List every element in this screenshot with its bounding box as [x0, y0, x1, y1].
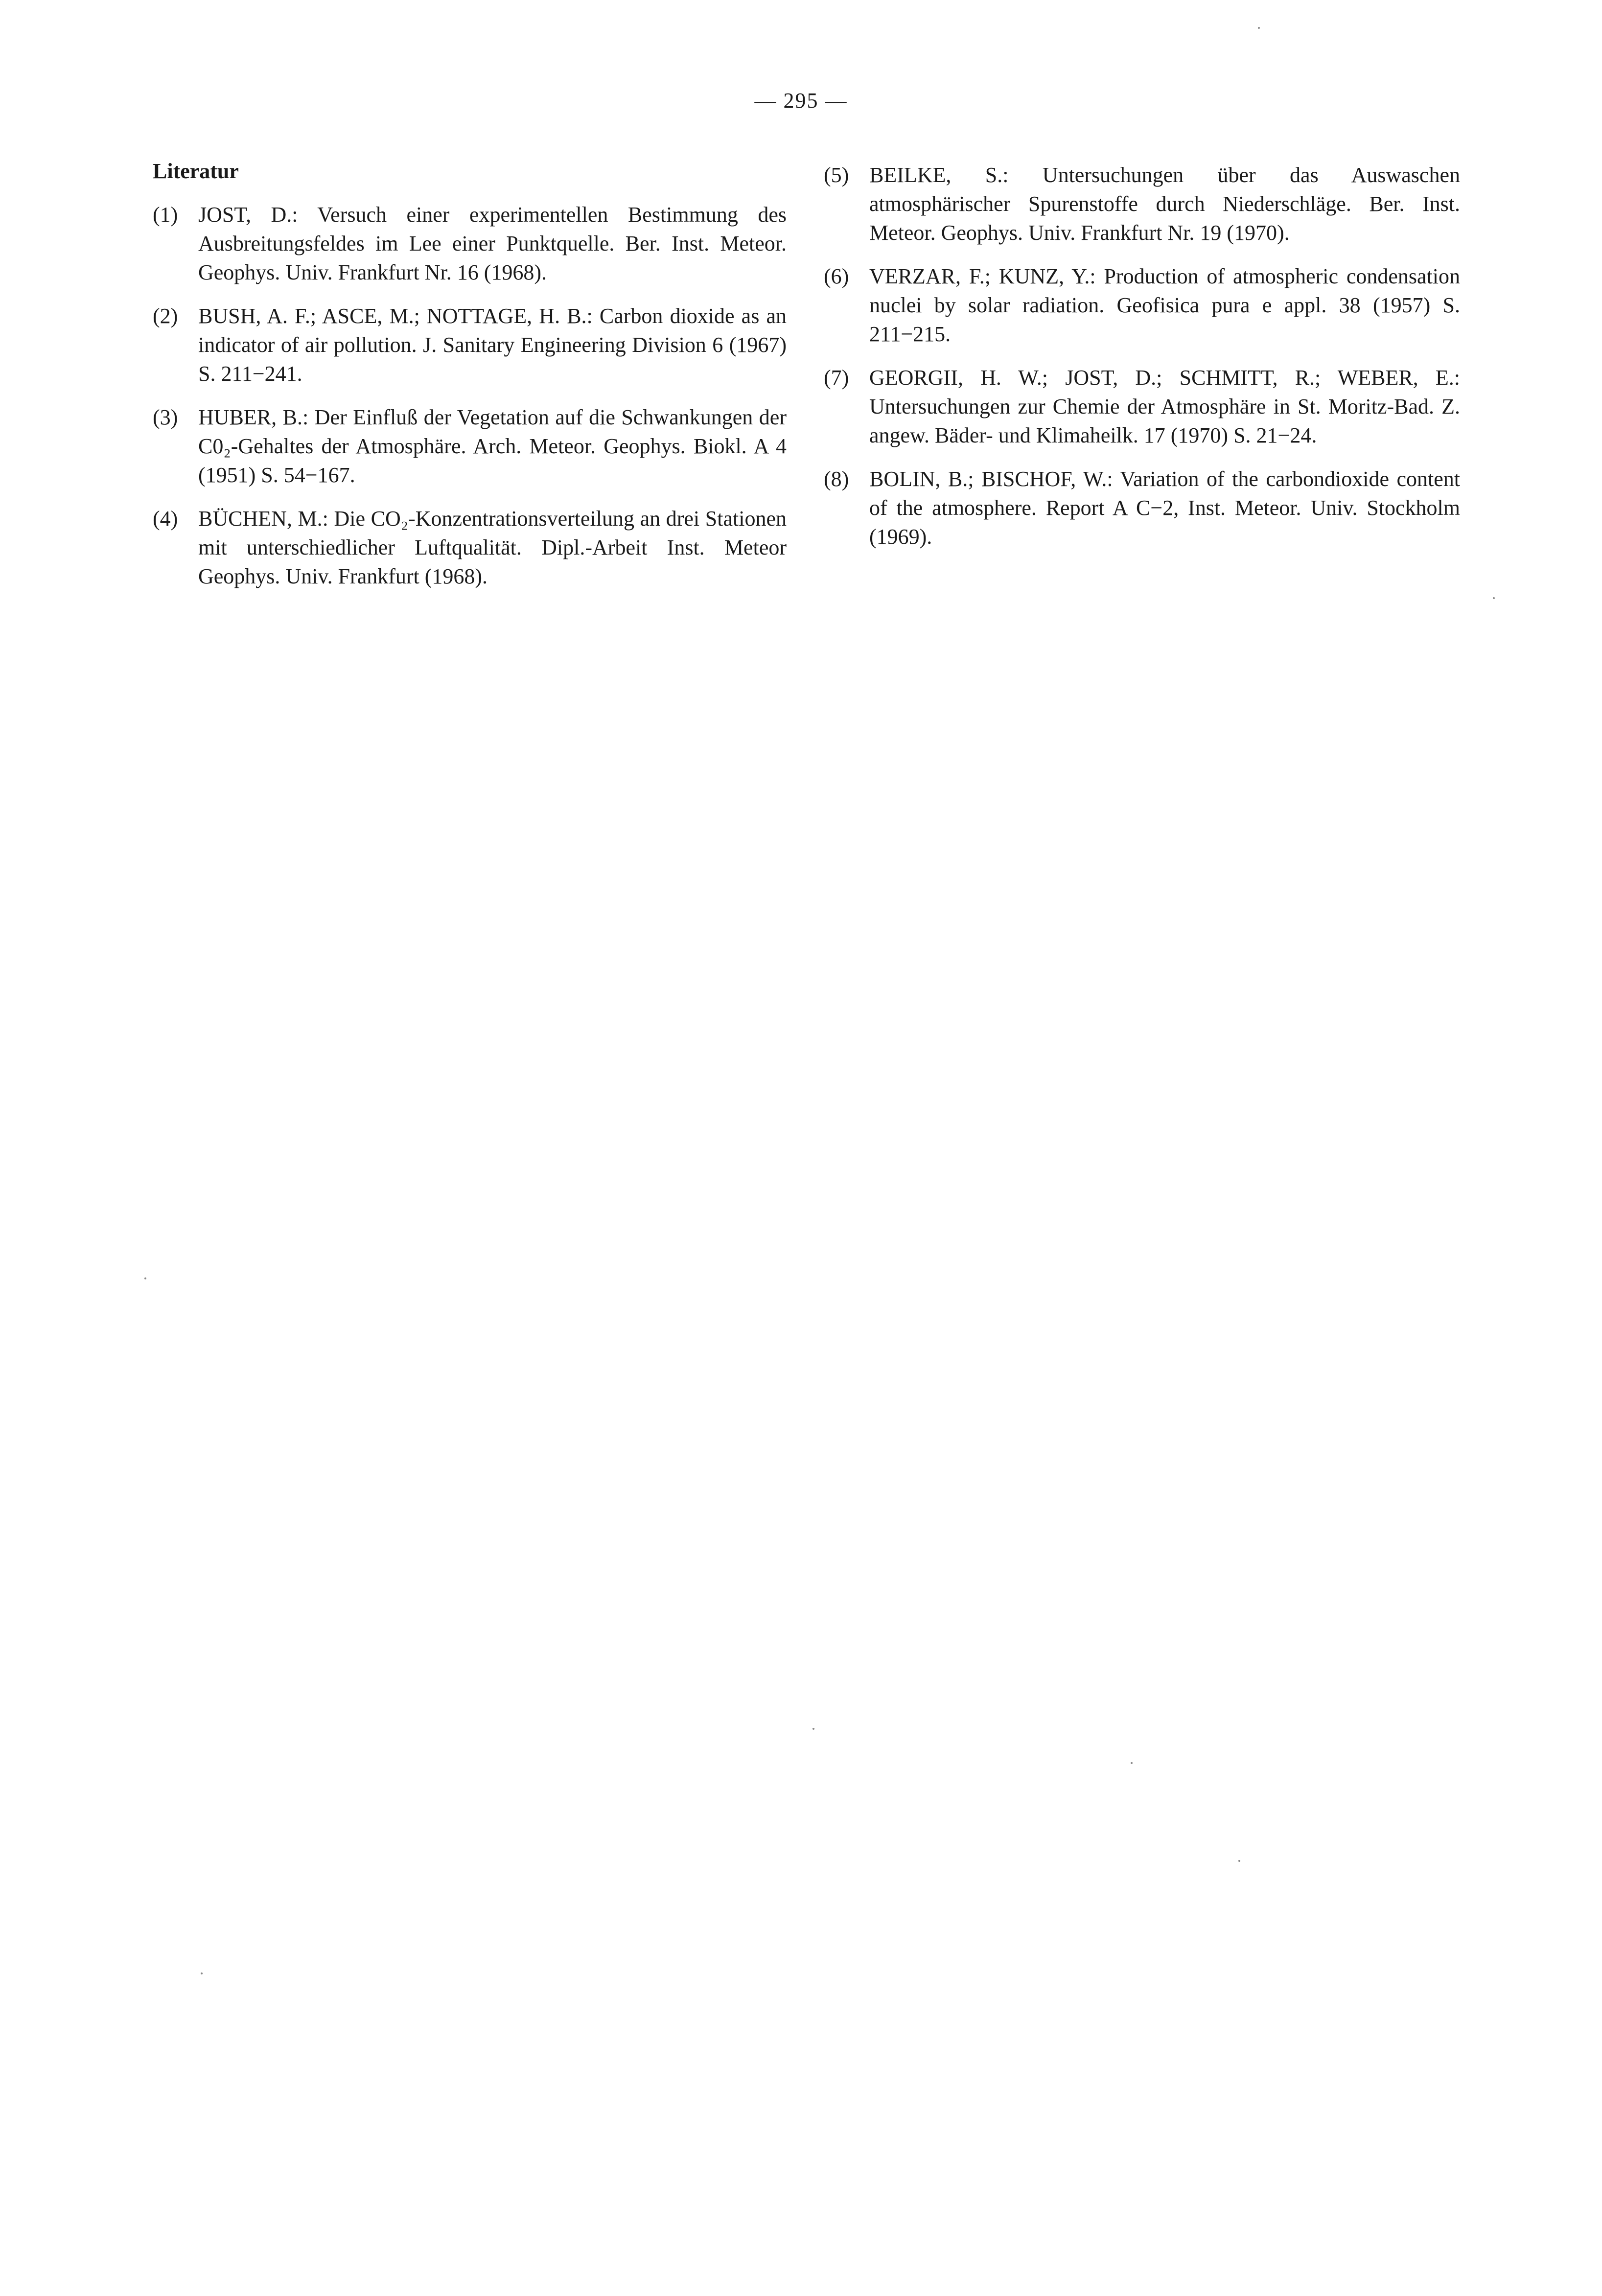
scan-speck — [1258, 27, 1260, 29]
reference-number: (5) — [824, 163, 849, 187]
reference-item — [153, 200, 787, 287]
scan-speck — [201, 1972, 203, 1974]
reference-item — [153, 403, 787, 489]
reference-text: BEILKE, S.: Untersuchungen über das Auswaschen atmosphärischer Spurenstoffe durch Niederschläge. Ber. Inst. Meteor. Geophys. Univ. Frankfurt Nr. 19 (1970). — [869, 163, 1460, 245]
reference-item — [153, 504, 787, 591]
scan-speck — [1493, 597, 1495, 599]
page-number: — 295 — — [754, 89, 848, 113]
reference-text: BOLIN, B.; BISCHOF, W.: Variation of the carbondioxide content of the atmosphere. Report A C−2, Inst. Meteor. Univ. Stockholm (1969). — [869, 467, 1460, 549]
reference-text: VERZAR, F.; KUNZ, Y.: Production of atmospheric condensation nuclei by solar radiation. Geofisica pura e appl. 38 (1957) S. 211−215. — [869, 264, 1460, 346]
reference-number: (8) — [824, 467, 849, 491]
scan-speck — [1238, 1860, 1240, 1862]
reference-item — [824, 464, 1460, 551]
reference-item — [824, 161, 1460, 247]
reference-number: (2) — [153, 304, 178, 328]
reference-number: (6) — [824, 264, 849, 288]
reference-text: HUBER, B.: Der Einfluß der Vegetation auf die Schwankungen der C0₂-Gehaltes der Atmosphäre. Arch. Meteor. Geophys. Biokl. A 4 (1951) S. 54−167. — [198, 405, 787, 487]
reference-item — [824, 262, 1460, 348]
reference-text: BÜCHEN, M.: Die CO₂-Konzentrationsverteilung an drei Stationen mit unterschiedlicher Luftqualität. Dipl.-Arbeit Inst. Meteor Geophys. Univ. Frankfurt (1968). — [198, 507, 787, 588]
reference-number: (4) — [153, 507, 178, 531]
reference-text: JOST, D.: Versuch einer experimentellen Bestimmung des Ausbreitungsfeldes im Lee einer Punktquelle. Ber. Inst. Meteor. Geophys. Univ. Frankfurt Nr. 16 (1968). — [198, 203, 787, 284]
reference-number: (3) — [153, 405, 178, 429]
reference-text: BUSH, A. F.; ASCE, M.; NOTTAGE, H. B.: Carbon dioxide as an indicator of air pollution. J. Sanitary Engineering Division 6 (1967) S. 211−241. — [198, 304, 787, 386]
reference-item — [824, 363, 1460, 450]
references-right-column — [824, 161, 1460, 566]
references-left-column — [153, 157, 787, 605]
reference-item — [153, 301, 787, 388]
scan-speck — [813, 1728, 814, 1730]
section-heading: Literatur — [153, 159, 239, 183]
reference-number: (1) — [153, 203, 178, 227]
reference-text: GEORGII, H. W.; JOST, D.; SCHMITT, R.; WEBER, E.: Untersuchungen zur Chemie der Atmosphäre in St. Moritz-Bad. Z. angew. Bäder- und Klimaheilk. 17 (1970) S. 21−24. — [869, 366, 1460, 447]
reference-number: (7) — [824, 366, 849, 390]
scan-speck — [1131, 1762, 1133, 1764]
scan-speck — [144, 1277, 146, 1279]
